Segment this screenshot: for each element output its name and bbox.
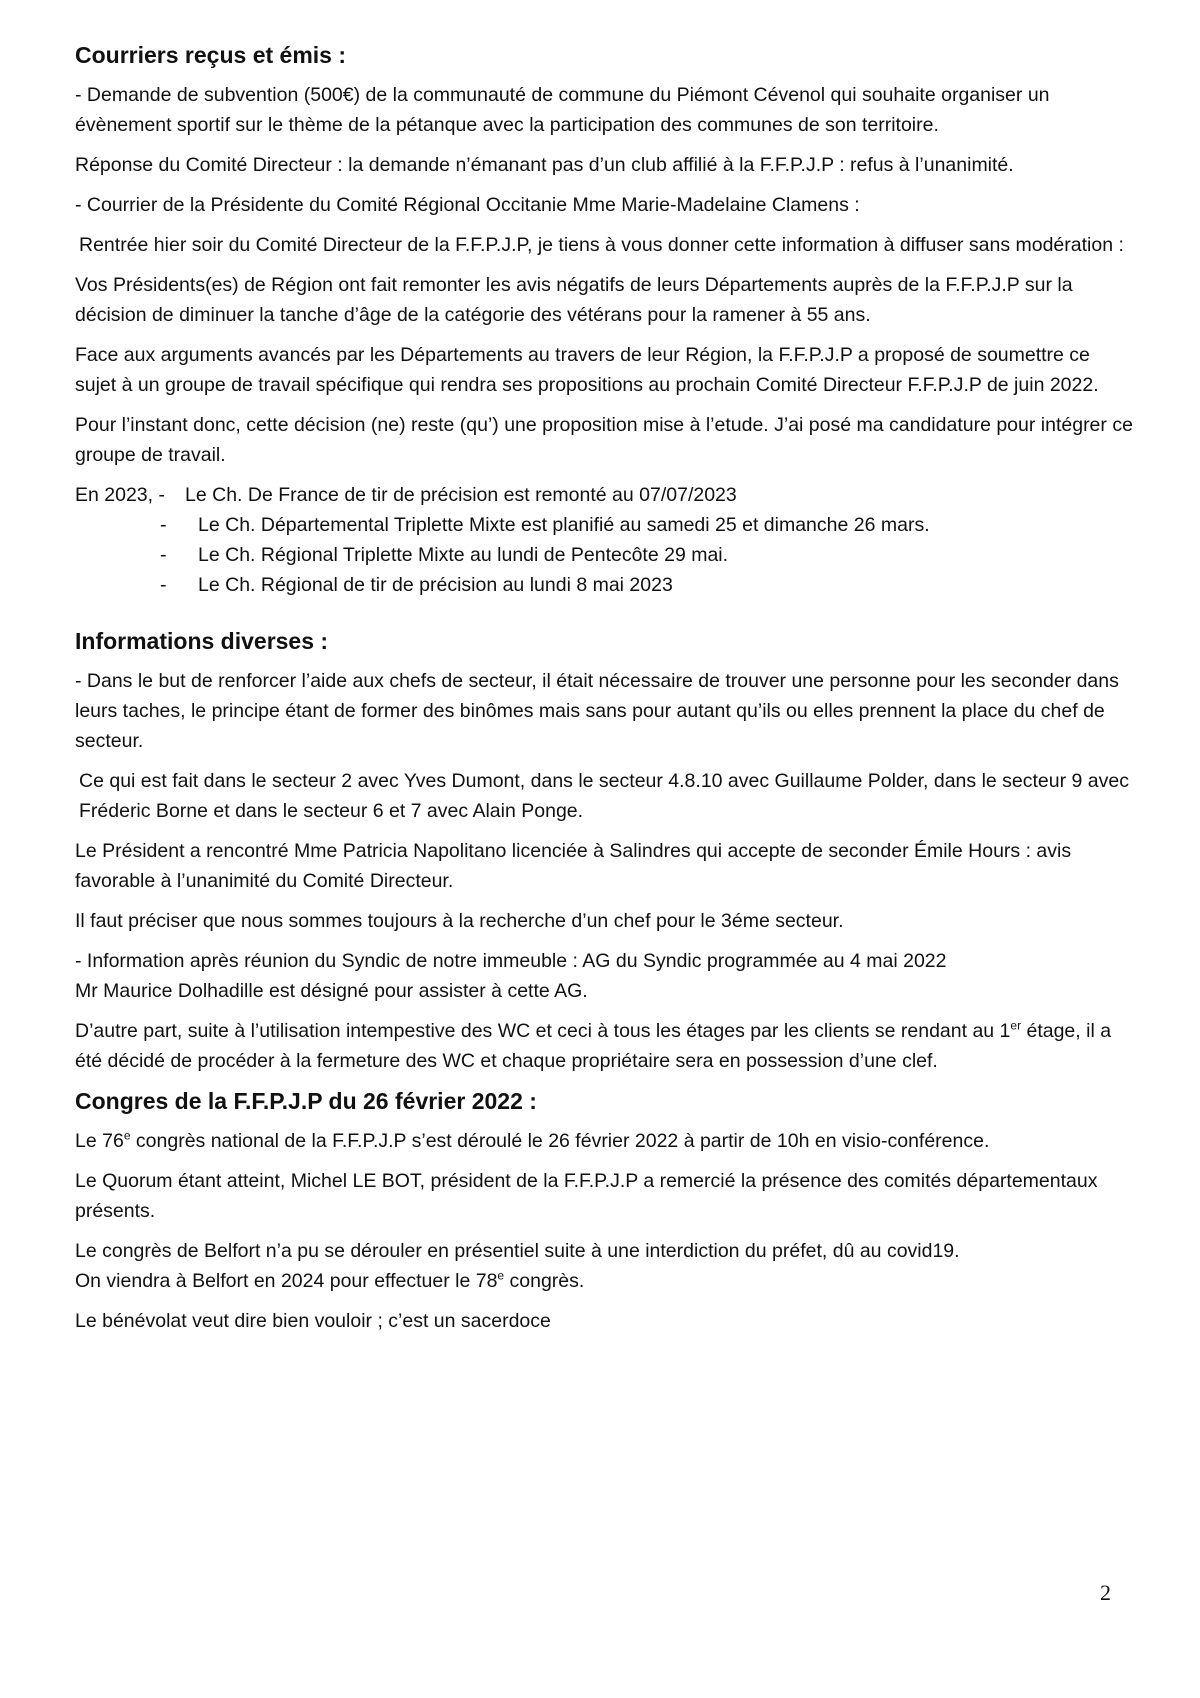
list-dash: - xyxy=(160,514,167,536)
list-item: Le Ch. Régional Triplette Mixte au lundi de Pentecôte 29 mai. xyxy=(198,544,729,566)
paragraph-wc xyxy=(75,1016,1135,1076)
page-number: 2 xyxy=(1100,1580,1111,1605)
list-item: Le Ch. De France de tir de précision est remonté au 07/07/2023 xyxy=(185,484,737,506)
paragraph-subvention: - Demande de subvention (500€) de la communauté de commune du Piémont Cévenol qui souhaite organiser un évènement sportif sur le thème de la pétanque avec la participation des communes de son territoire. xyxy=(75,84,1050,136)
syndic-line-1: - Information après réunion du Syndic de notre immeuble : AG du Syndic programmée au 4 mai 2022 xyxy=(75,950,947,972)
congres-text-after: congrès national de la F.F.P.J.P s’est déroulé le 26 février 2022 à partir de 10h en visio-conférence. xyxy=(130,1130,990,1152)
paragraph-quorum: Le Quorum étant atteint, Michel LE BOT, président de la F.F.P.J.P a remercié la présence des comités départementaux présents. xyxy=(75,1170,1098,1222)
section-heading-courriers: Courriers reçus et émis : xyxy=(75,42,347,68)
paragraph-arguments: Face aux arguments avancés par les Départements au travers de leur Région, la F.F.P.J.P a proposé de soumettre ce sujet à un groupe de travail spécifique qui rendra ses propositions au prochain Comité Directeur F.F.P.J.P de juin 2022. xyxy=(75,344,1099,396)
list-item-row xyxy=(75,540,1135,570)
paragraph-syndic xyxy=(75,946,1135,1006)
list-intro-label: En 2023, - xyxy=(75,484,165,506)
list-item: Le Ch. Départemental Triplette Mixte est planifié au samedi 25 et dimanche 26 mars. xyxy=(198,514,930,536)
list-item: Le Ch. Régional de tir de précision au lundi 8 mai 2023 xyxy=(198,574,673,596)
championship-list xyxy=(75,480,1135,600)
section-heading-informations: Informations diverses : xyxy=(75,628,329,654)
paragraph-president-rencontre: Le Président a rencontré Mme Patricia Napolitano licenciée à Salindres qui accepte de seconder Émile Hours : avis favorable à l’unanimité du Comité Directeur. xyxy=(75,840,1072,892)
superscript-er: er xyxy=(1010,1018,1022,1033)
paragraph-congres-national xyxy=(75,1126,1135,1156)
congres-text-before: Le 76 xyxy=(75,1130,124,1152)
page-content xyxy=(75,40,1135,1346)
wc-text-before: D’autre part, suite à l’utilisation intempestive des WC et ceci à tous les étages par les clients se rendant au 1 xyxy=(75,1020,1011,1042)
paragraph-courrier-presidente: - Courrier de la Présidente du Comité Régional Occitanie Mme Marie-Madelaine Clamens : xyxy=(75,194,860,216)
superscript-e: e xyxy=(123,1128,131,1143)
paragraph-benevolat: Le bénévolat veut dire bien vouloir ; c’est un sacerdoce xyxy=(75,1310,551,1332)
belfort-line-2-before: On viendra à Belfort en 2024 pour effectuer le 78 xyxy=(75,1270,498,1292)
paragraph-avis-negatifs: Vos Présidents(es) de Région ont fait remonter les avis négatifs de leurs Départements auprès de la F.F.P.J.P sur la décision de diminuer la tanche d’âge de la catégorie des vétérans pour la ramener à 55 ans. xyxy=(75,274,1073,326)
paragraph-chefs-secteur: - Dans le but de renforcer l’aide aux chefs de secteur, il était nécessaire de trouver une personne pour les seconder dans leurs taches, le principe étant de former des binômes mais sans pour autant qu’ils ou elles prennent la place du chef de secteur. xyxy=(75,670,1119,752)
paragraph-secteurs: Ce qui est fait dans le secteur 2 avec Yves Dumont, dans le secteur 4.8.10 avec Guillaume Polder, dans le secteur 9 avec Fréderic Borne et dans le secteur 6 et 7 avec Alain Ponge. xyxy=(79,770,1129,822)
list-dash: - xyxy=(160,574,167,596)
superscript-e: e xyxy=(497,1268,505,1283)
list-intro-row xyxy=(75,480,1135,510)
section-heading-congres: Congres de la F.F.P.J.P du 26 février 2022 : xyxy=(75,1088,537,1114)
list-item-row xyxy=(75,510,1135,540)
wc-text-after: étage, il a été décidé de procéder à la fermeture des WC et chaque propriétaire sera en possession d’une clef. xyxy=(75,1020,1112,1072)
paragraph-belfort xyxy=(75,1236,1135,1296)
syndic-line-2: Mr Maurice Dolhadille est désigné pour assister à cette AG. xyxy=(75,980,588,1002)
paragraph-reponse-comite: Réponse du Comité Directeur : la demande n’émanant pas d’un club affilié à la F.F.P.J.P : refus à l’unanimité. xyxy=(75,154,1014,176)
list-dash: - xyxy=(160,544,167,566)
belfort-line-1: Le congrès de Belfort n’a pu se dérouler en présentiel suite à une interdiction du préfet, dû au covid19. xyxy=(75,1240,960,1262)
list-item-row xyxy=(75,570,1135,600)
paragraph-decision: Pour l’instant donc, cette décision (ne) reste (qu’) une proposition mise à l’etude. J’ai posé ma candidature pour intégrer ce groupe de travail. xyxy=(75,414,1133,466)
paragraph-recherche-chef: Il faut préciser que nous sommes toujours à la recherche d’un chef pour le 3éme secteur. xyxy=(75,910,844,932)
belfort-line-2-after: congrès. xyxy=(504,1270,585,1292)
paragraph-rentree: Rentrée hier soir du Comité Directeur de la F.F.P.J.P, je tiens à vous donner cette information à diffuser sans modération : xyxy=(79,234,1124,256)
